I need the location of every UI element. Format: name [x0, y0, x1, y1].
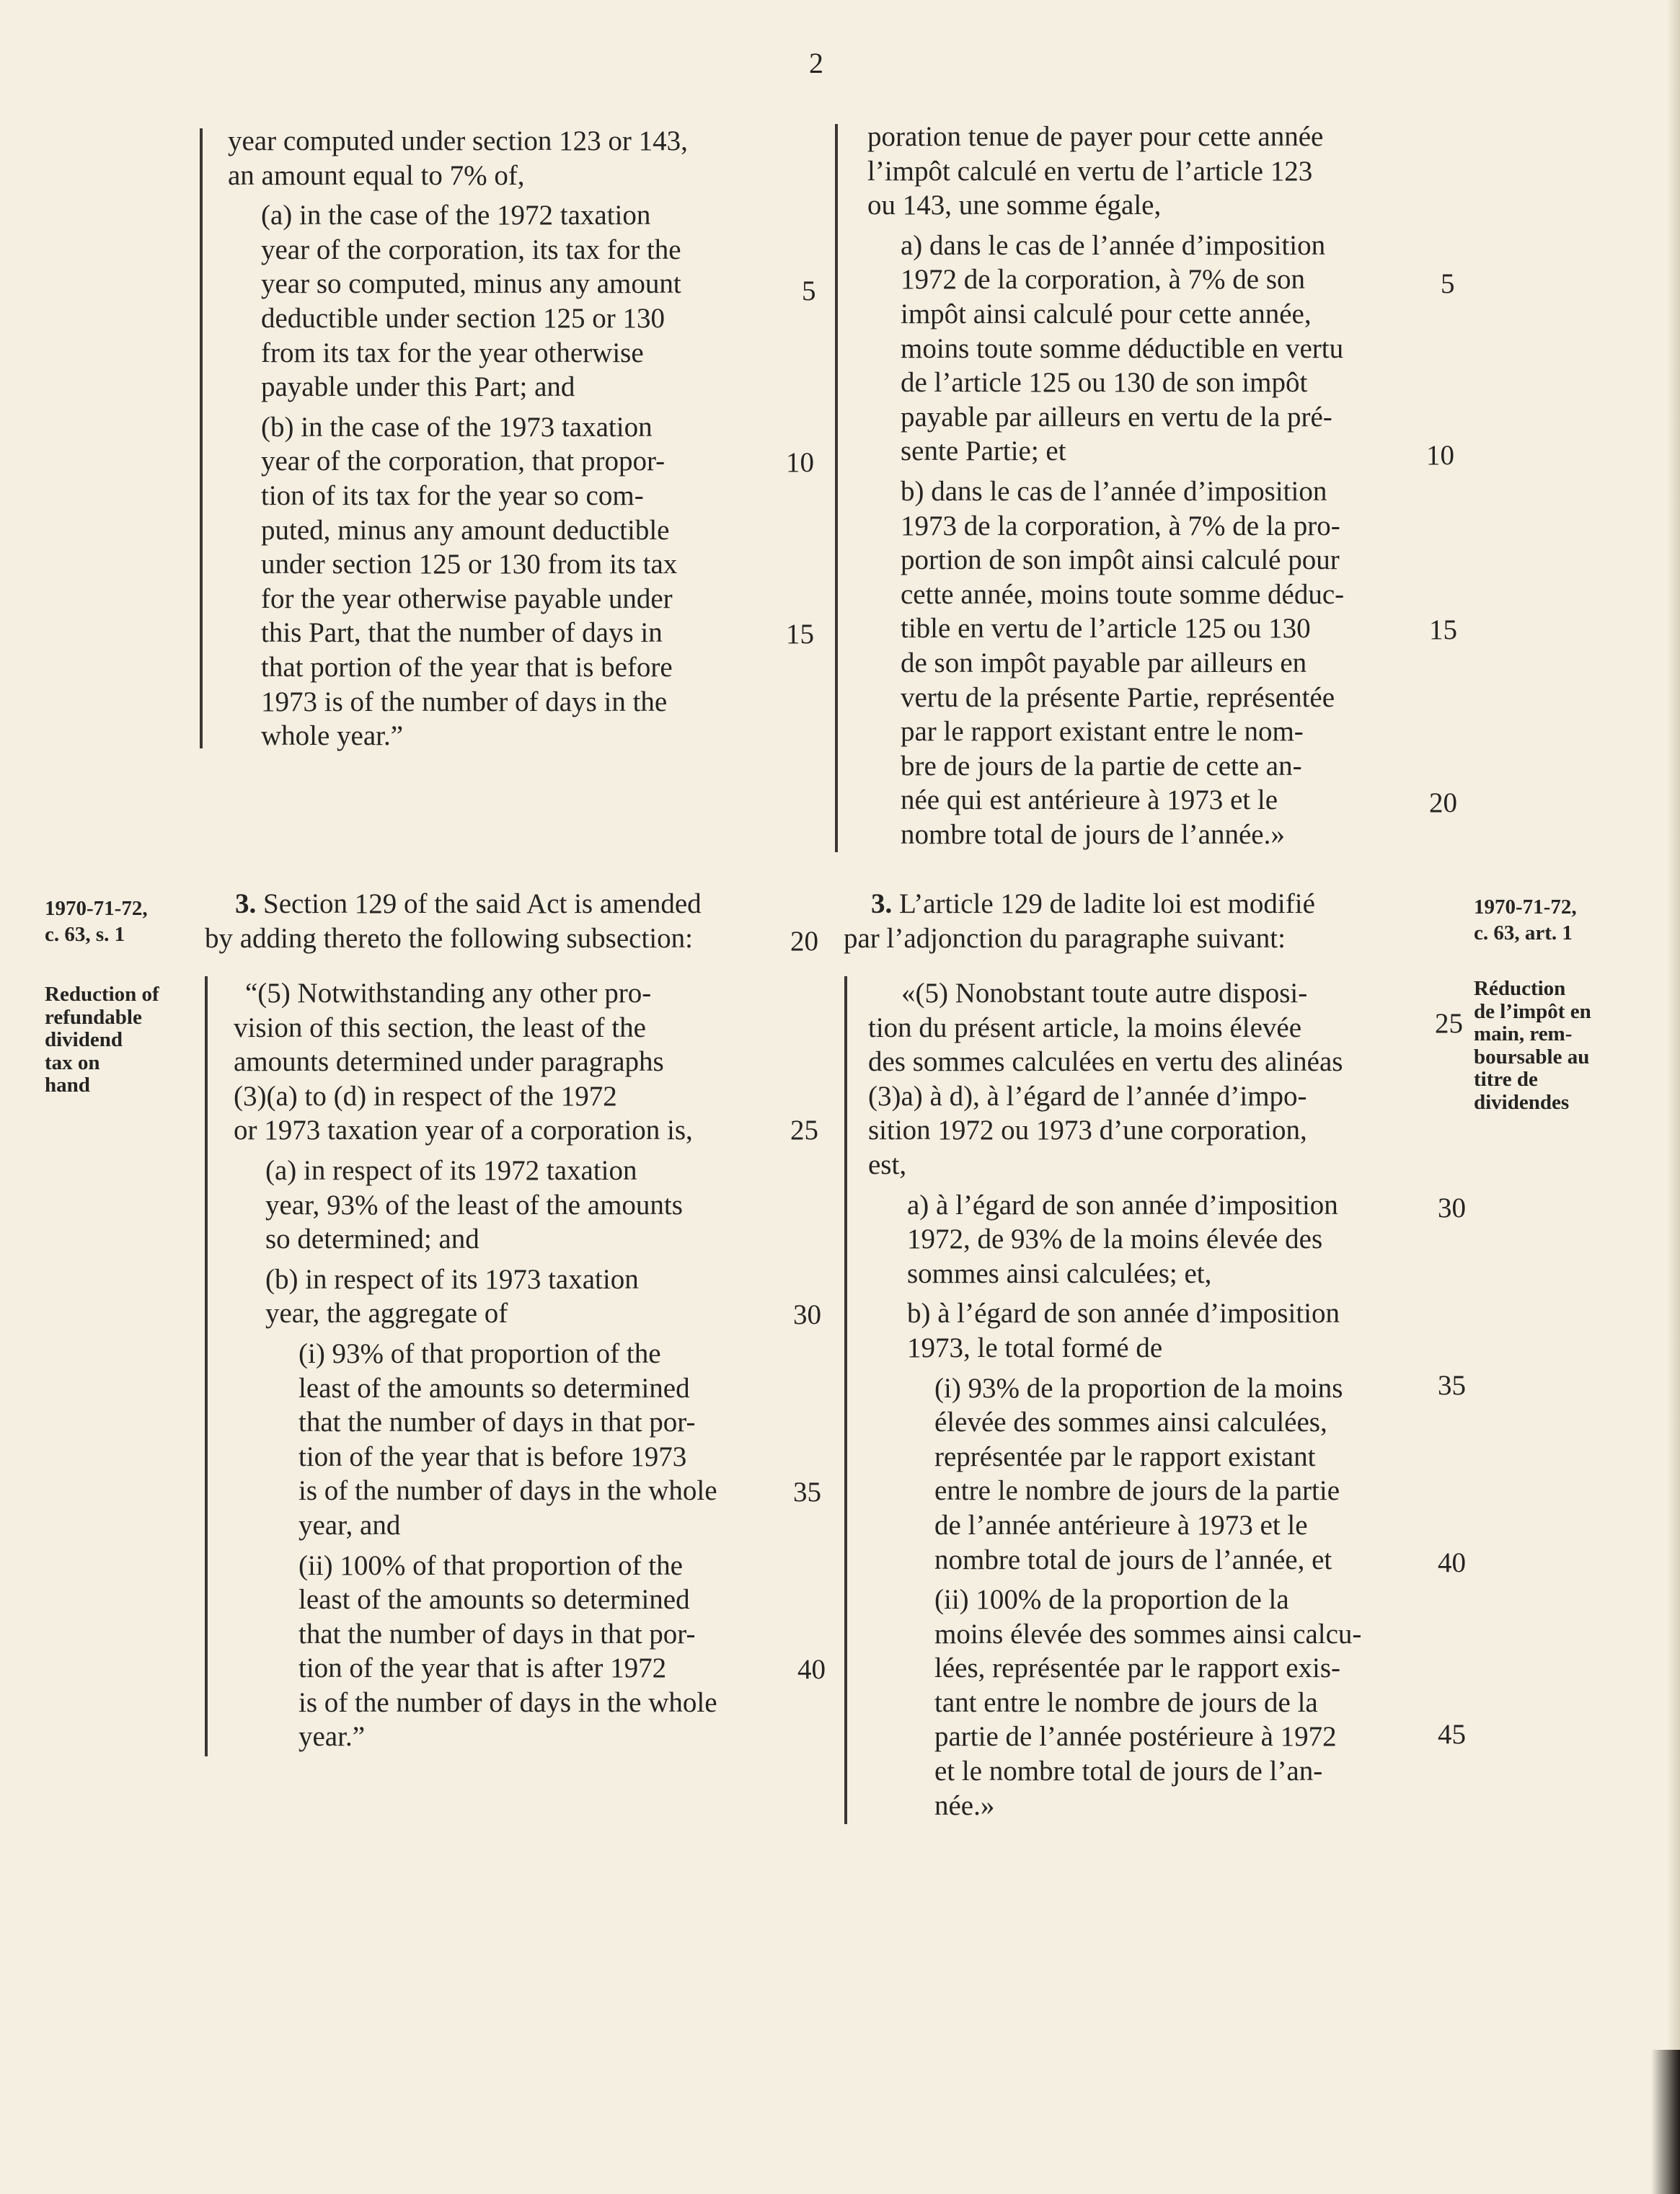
text-line: (a) in the case of the 1972 taxation: [261, 200, 651, 231]
text-line: est,: [868, 1149, 907, 1180]
text-line: 1973 de la corporation, à 7% de la pro-: [901, 510, 1340, 541]
right-margin-heading: [1474, 978, 1591, 1114]
page-number: 2: [809, 47, 823, 79]
right-margin-citation: [1474, 894, 1577, 946]
text-line: is of the number of days in the whole: [299, 1686, 717, 1718]
text-line: year of the corporation, that propor-: [261, 446, 666, 477]
heading-line: Section 129 of the said Act is amended: [263, 888, 702, 919]
text-line: that the number of days in that por-: [299, 1407, 696, 1438]
french-subsection-5: [868, 976, 1361, 1823]
text-line: tion du présent article, la moins élevée: [868, 1012, 1302, 1043]
line-number: 30: [793, 1299, 821, 1330]
text-line: «(5) Nonobstant toute autre disposi-: [901, 978, 1308, 1009]
text-line: a) à l’égard de son année d’imposition: [907, 1189, 1338, 1221]
text-line: de l’année antérieure à 1973 et le: [934, 1509, 1308, 1541]
text-line: payable par ailleurs en vertu de la pré-: [901, 401, 1332, 433]
text-line: née qui est antérieure à 1973 et le: [901, 784, 1278, 816]
text-line: tible en vertu de l’article 125 ou 130: [901, 613, 1311, 645]
english-top-rule: [200, 128, 203, 748]
line-number: 35: [1438, 1370, 1466, 1401]
text-line: et le nombre total de jours de l’an-: [934, 1756, 1323, 1787]
heading-line: par l’adjonction du paragraphe suivant:: [844, 922, 1286, 954]
french-top-rule: [835, 124, 838, 852]
text-line: nombre total de jours de l’année.»: [901, 818, 1285, 850]
text-line: sommes ainsi calculées; et,: [907, 1257, 1212, 1289]
text-line: tion of the year that is before 1973: [299, 1441, 687, 1472]
text-line: year computed under section 123 or 143,: [228, 125, 688, 156]
line-number: 25: [790, 1115, 818, 1146]
text-line: under section 125 or 130 from its tax: [261, 549, 678, 580]
line-number: 45: [1438, 1719, 1466, 1750]
text-line: partie de l’année postérieure à 1972: [934, 1721, 1337, 1753]
text-line: (a) in respect of its 1972 taxation: [265, 1154, 637, 1186]
margin-line: hand: [45, 1074, 90, 1097]
text-line: nombre total de jours de l’année, et: [934, 1544, 1332, 1575]
text-line: tion of its tax for the year so com-: [261, 479, 644, 511]
text-line: “(5) Notwithstanding any other pro-: [245, 978, 652, 1009]
english-section-heading: [205, 887, 702, 955]
text-line: a) dans le cas de l’année d’imposition: [901, 229, 1326, 261]
text-line: par le rapport existant entre le nom-: [901, 716, 1304, 748]
text-line: whole year.”: [261, 720, 404, 752]
margin-line: c. 63, art. 1: [1474, 921, 1573, 945]
text-line: l’impôt calculé en vertu de l’article 123: [867, 155, 1313, 187]
line-number: 5: [802, 275, 816, 306]
line-number: 15: [786, 619, 814, 650]
text-line: bre de jours de la partie de cette an-: [901, 750, 1302, 782]
text-line: (ii) 100% of that proportion of the: [299, 1549, 683, 1581]
line-number: 20: [1429, 787, 1457, 818]
line-number: 40: [1438, 1547, 1466, 1578]
text-line: year.”: [299, 1721, 366, 1753]
left-margin-citation: [45, 895, 148, 947]
margin-line: c. 63, s. 1: [45, 923, 125, 946]
text-line: lées, représentée par le rapport exis-: [934, 1653, 1341, 1684]
text-line: entre le nombre de jours de la partie: [934, 1475, 1340, 1507]
margin-line: 1970-71-72,: [1474, 895, 1577, 919]
text-line: sition 1972 ou 1973 d’une corporation,: [868, 1115, 1307, 1146]
text-line: (3)a) à d), à l’égard de l’année d’impo-: [868, 1080, 1307, 1112]
text-line: least of the amounts so determined: [299, 1584, 690, 1616]
margin-line: titre de: [1474, 1068, 1538, 1091]
text-line: b) à l’égard de son année d’imposition: [907, 1298, 1340, 1330]
text-line: or 1973 taxation year of a corporation is,: [234, 1115, 693, 1146]
text-line: (b) in the case of the 1973 taxation: [261, 411, 653, 443]
text-line: (i) 93% of that proportion of the: [299, 1337, 661, 1369]
text-line: de l’article 125 ou 130 de son impôt: [901, 367, 1308, 399]
text-line: de son impôt payable par ailleurs en: [901, 647, 1307, 678]
english-top-block: [228, 124, 688, 753]
text-line: portion de son impôt ainsi calculé pour: [901, 544, 1340, 576]
line-number: 40: [797, 1654, 826, 1685]
text-line: year, the aggregate of: [265, 1298, 508, 1330]
text-line: least of the amounts so determined: [299, 1372, 690, 1404]
french-section-heading: [844, 887, 1315, 955]
margin-line: de l’impôt en: [1474, 999, 1591, 1023]
french-top-block: [867, 120, 1344, 851]
text-line: year of the corporation, its tax for the: [261, 234, 681, 265]
line-number: 20: [790, 926, 818, 957]
line-number: 35: [793, 1477, 821, 1508]
left-margin-heading: [45, 983, 159, 1097]
text-line: that portion of the year that is before: [261, 651, 673, 683]
text-line: (3)(a) to (d) in respect of the 1972: [234, 1080, 617, 1112]
english-bottom-rule: [205, 976, 208, 1756]
text-line: élevée des sommes ainsi calculées,: [934, 1407, 1327, 1438]
margin-line: Reduction of: [45, 983, 159, 1006]
margin-line: boursable au: [1474, 1045, 1590, 1069]
text-line: des sommes calculées en vertu des alinéas: [868, 1046, 1343, 1078]
french-bottom-rule: [844, 976, 847, 1824]
text-line: vertu de la présente Partie, représentée: [901, 681, 1335, 713]
text-line: (ii) 100% de la proportion de la: [934, 1584, 1289, 1616]
margin-line: refundable: [45, 1005, 142, 1029]
text-line: puted, minus any amount deductible: [261, 514, 670, 546]
text-line: year so computed, minus any amount: [261, 268, 681, 300]
text-line: year, and: [299, 1509, 401, 1541]
text-line: 1972, de 93% de la moins élevée des: [907, 1224, 1323, 1255]
text-line: impôt ainsi calculé pour cette année,: [901, 298, 1312, 329]
text-line: an amount equal to 7% of,: [228, 159, 525, 191]
section-number: 3.: [871, 888, 893, 919]
page-edge-shadow: [1667, 0, 1680, 2194]
text-line: from its tax for the year otherwise: [261, 337, 644, 368]
heading-line: L’article 129 de ladite loi est modifié: [899, 888, 1315, 919]
text-line: year, 93% of the least of the amounts: [265, 1189, 683, 1221]
line-number: 5: [1441, 268, 1455, 299]
margin-line: 1970-71-72,: [45, 897, 148, 920]
heading-line: by adding thereto the following subsection:: [205, 922, 693, 954]
text-line: this Part, that the number of days in: [261, 617, 663, 649]
text-line: vision of this section, the least of the: [234, 1012, 646, 1043]
margin-line: tax on: [45, 1050, 100, 1074]
margin-line: dividend: [45, 1028, 123, 1051]
line-number: 15: [1429, 614, 1457, 645]
text-line: payable under this Part; and: [261, 371, 575, 403]
line-number: 30: [1438, 1193, 1466, 1224]
text-line: née.»: [934, 1790, 995, 1821]
line-number: 10: [786, 447, 814, 478]
line-number: 25: [1435, 1008, 1463, 1039]
text-line: sente Partie; et: [901, 435, 1066, 467]
line-number: 10: [1426, 440, 1454, 471]
text-line: tion of the year that is after 1972: [299, 1653, 667, 1684]
margin-line: main, rem-: [1474, 1022, 1573, 1045]
text-line: b) dans le cas de l’année d’imposition: [901, 475, 1327, 507]
text-line: moins élevée des sommes ainsi calcu-: [934, 1618, 1362, 1650]
margin-line: dividendes: [1474, 1090, 1570, 1114]
page-corner-curl: [1651, 2050, 1680, 2194]
text-line: ou 143, une somme égale,: [867, 190, 1162, 221]
text-line: that the number of days in that por-: [299, 1618, 696, 1650]
english-subsection-5: [234, 976, 717, 1754]
text-line: moins toute somme déductible en vertu: [901, 332, 1344, 364]
text-line: tant entre le nombre de jours de la: [934, 1686, 1318, 1718]
text-line: (i) 93% de la proportion de la moins: [934, 1372, 1343, 1404]
text-line: poration tenue de payer pour cette année: [867, 121, 1324, 152]
text-line: is of the number of days in the whole: [299, 1475, 717, 1507]
text-line: 1973, le total formé de: [907, 1332, 1163, 1363]
margin-line: Réduction: [1474, 977, 1566, 1000]
text-line: (b) in respect of its 1973 taxation: [265, 1263, 639, 1295]
text-line: for the year otherwise payable under: [261, 583, 673, 614]
text-line: deductible under section 125 or 130: [261, 302, 665, 334]
text-line: 1972 de la corporation, à 7% de son: [901, 264, 1306, 296]
text-line: cette année, moins toute somme déduc-: [901, 578, 1345, 610]
text-line: so determined; and: [265, 1224, 479, 1255]
text-line: représentée par le rapport existant: [934, 1441, 1316, 1472]
section-number: 3.: [235, 888, 257, 919]
text-line: amounts determined under paragraphs: [234, 1046, 664, 1078]
text-line: 1973 is of the number of days in the: [261, 686, 668, 717]
